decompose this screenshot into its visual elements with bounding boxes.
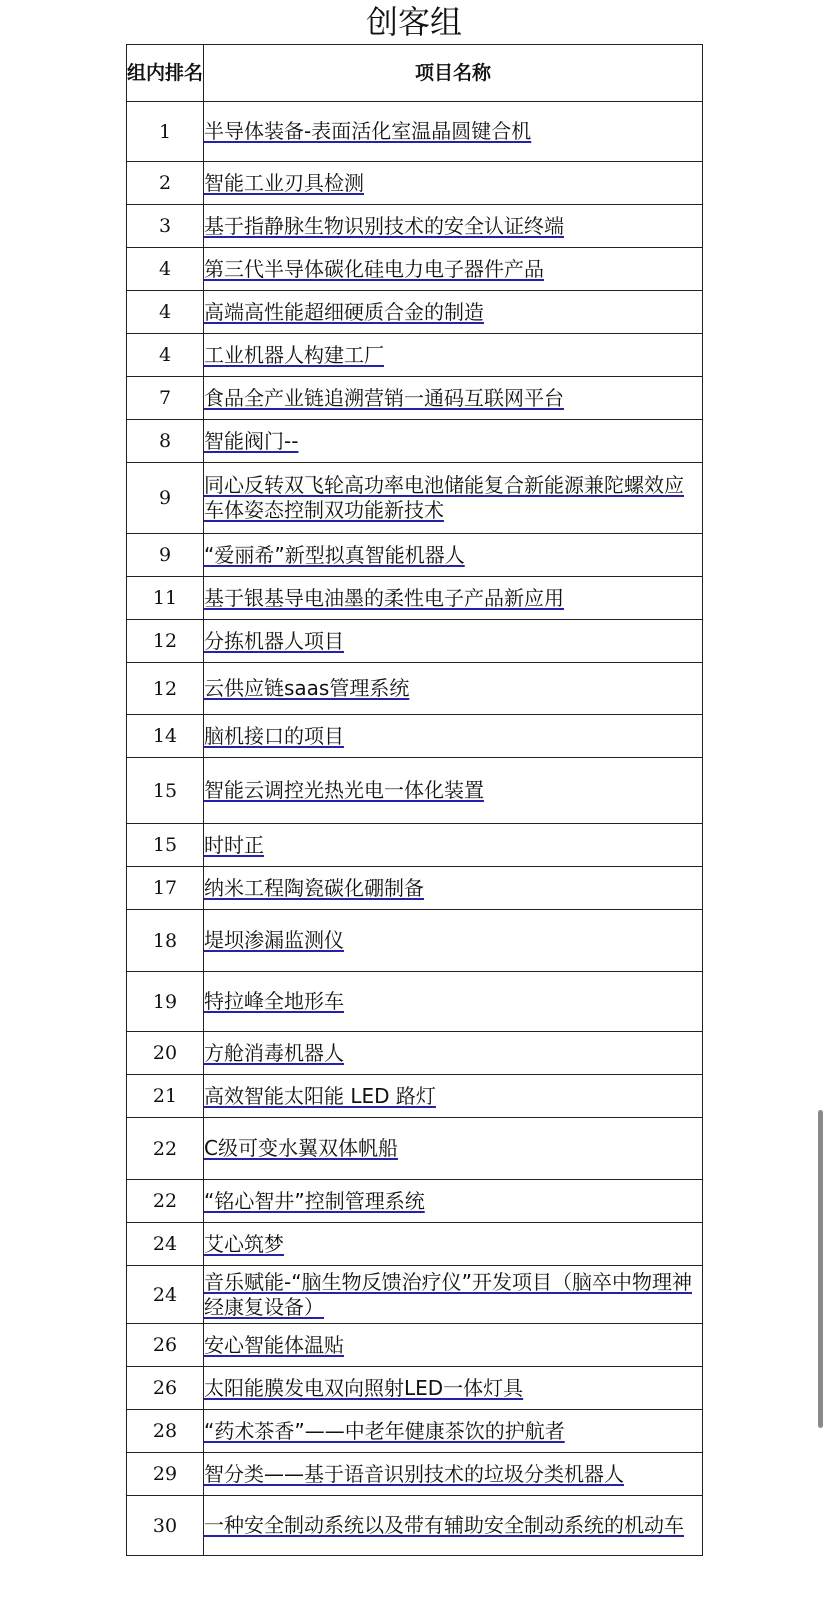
table-row bbox=[127, 620, 703, 663]
table-row bbox=[127, 1032, 703, 1075]
table-row bbox=[127, 1410, 703, 1453]
project-name-link[interactable]: 半导体装备-表面活化室温晶圆键合机 bbox=[204, 119, 532, 143]
project-name-cell bbox=[204, 1032, 703, 1075]
project-name-cell bbox=[204, 1367, 703, 1410]
project-name-link[interactable]: 特拉峰全地形车 bbox=[204, 989, 344, 1013]
name-column-header: 项目名称 bbox=[204, 45, 703, 102]
page-title: 创客组 bbox=[365, 3, 462, 41]
table-row bbox=[127, 663, 703, 715]
project-name-link[interactable]: 智能阀门-- bbox=[204, 428, 299, 453]
project-name-cell bbox=[204, 577, 703, 620]
project-name-cell bbox=[204, 205, 703, 248]
table-row bbox=[127, 1453, 703, 1496]
project-name-cell bbox=[204, 1266, 703, 1324]
project-name-cell bbox=[204, 663, 703, 715]
project-name-link[interactable]: “爱丽希”新型拟真智能机器人 bbox=[204, 542, 465, 567]
project-name-link[interactable]: 脑机接口的项目 bbox=[204, 723, 344, 748]
project-name-cell bbox=[204, 1410, 703, 1453]
rank-cell: 15 bbox=[127, 758, 204, 824]
table-row bbox=[127, 715, 703, 758]
rank-cell: 19 bbox=[127, 972, 204, 1032]
project-name-link[interactable]: “铭心智井”控制管理系统 bbox=[204, 1188, 425, 1213]
project-name-cell bbox=[204, 1496, 703, 1556]
project-name-link[interactable]: 艾心筑梦 bbox=[204, 1231, 284, 1256]
rank-cell: 4 bbox=[127, 291, 204, 334]
project-name-link[interactable]: 安心智能体温贴 bbox=[204, 1332, 344, 1357]
project-name-cell bbox=[204, 1075, 703, 1118]
table-row bbox=[127, 1180, 703, 1223]
project-name-link[interactable]: 高端高性能超细硬质合金的制造 bbox=[204, 299, 484, 324]
rank-cell: 9 bbox=[127, 534, 204, 577]
project-name-cell bbox=[204, 620, 703, 663]
rank-cell: 15 bbox=[127, 824, 204, 867]
rank-column-header: 组内排名 bbox=[127, 45, 204, 102]
rank-cell: 1 bbox=[127, 102, 204, 162]
table-row bbox=[127, 377, 703, 420]
project-name-cell bbox=[204, 162, 703, 205]
rank-cell: 18 bbox=[127, 910, 204, 972]
project-name-link[interactable]: 音乐赋能-“脑生物反馈治疗仪”开发项目（脑卒中物理神经康复设备） bbox=[204, 1269, 692, 1319]
rank-cell: 22 bbox=[127, 1118, 204, 1180]
table-row bbox=[127, 1223, 703, 1266]
project-name-cell bbox=[204, 534, 703, 577]
project-name-link[interactable]: 智能云调控光热光电一体化装置 bbox=[204, 778, 484, 802]
rank-cell: 24 bbox=[127, 1266, 204, 1324]
project-name-link[interactable]: 工业机器人构建工厂 bbox=[204, 342, 384, 367]
table-row bbox=[127, 162, 703, 205]
project-name-link[interactable]: 时时正 bbox=[204, 832, 264, 857]
rank-cell: 14 bbox=[127, 715, 204, 758]
rank-cell: 8 bbox=[127, 420, 204, 463]
rank-cell: 21 bbox=[127, 1075, 204, 1118]
project-name-link[interactable]: 云供应链saas管理系统 bbox=[204, 676, 410, 700]
table-row bbox=[127, 1118, 703, 1180]
table-row bbox=[127, 534, 703, 577]
project-name-cell bbox=[204, 420, 703, 463]
table-row bbox=[127, 1367, 703, 1410]
table-row bbox=[127, 291, 703, 334]
project-name-link[interactable]: 纳米工程陶瓷碳化硼制备 bbox=[204, 875, 424, 900]
project-name-link[interactable]: 智能工业刃具检测 bbox=[204, 170, 364, 195]
project-name-cell bbox=[204, 867, 703, 910]
project-name-cell bbox=[204, 972, 703, 1032]
table-row bbox=[127, 205, 703, 248]
scrollbar-thumb[interactable] bbox=[818, 1110, 823, 1428]
rank-cell: 2 bbox=[127, 162, 204, 205]
rank-cell: 4 bbox=[127, 248, 204, 291]
table-row bbox=[127, 420, 703, 463]
rank-cell: 17 bbox=[127, 867, 204, 910]
project-name-link[interactable]: 方舱消毒机器人 bbox=[204, 1040, 344, 1065]
table-header-row bbox=[127, 45, 703, 102]
project-name-cell bbox=[204, 291, 703, 334]
project-name-cell bbox=[204, 824, 703, 867]
project-name-link[interactable]: 分拣机器人项目 bbox=[204, 628, 344, 653]
rank-cell: 7 bbox=[127, 377, 204, 420]
table-row bbox=[127, 248, 703, 291]
rank-cell: 24 bbox=[127, 1223, 204, 1266]
project-name-cell bbox=[204, 715, 703, 758]
table-row bbox=[127, 824, 703, 867]
rank-cell: 30 bbox=[127, 1496, 204, 1556]
table-row bbox=[127, 577, 703, 620]
rank-cell: 12 bbox=[127, 663, 204, 715]
table-row bbox=[127, 1075, 703, 1118]
project-name-link[interactable]: 堤坝渗漏监测仪 bbox=[204, 928, 344, 952]
rank-cell: 4 bbox=[127, 334, 204, 377]
table-row bbox=[127, 867, 703, 910]
rank-cell: 3 bbox=[127, 205, 204, 248]
project-name-cell bbox=[204, 1180, 703, 1223]
table-row bbox=[127, 334, 703, 377]
project-name-link[interactable]: 同心反转双飞轮高功率电池储能复合新能源兼陀螺效应车体姿态控制双功能新技术 bbox=[204, 473, 684, 522]
table-row bbox=[127, 102, 703, 162]
table-row bbox=[127, 758, 703, 824]
project-name-cell bbox=[204, 463, 703, 534]
ranking-table bbox=[126, 44, 703, 1556]
project-name-link[interactable]: 高效智能太阳能 LED 路灯 bbox=[204, 1083, 436, 1108]
project-name-link[interactable]: 食品全产业链追溯营销一通码互联网平台 bbox=[204, 385, 564, 410]
rank-cell: 28 bbox=[127, 1410, 204, 1453]
project-name-link[interactable]: 一种安全制动系统以及带有辅助安全制动系统的机动车 bbox=[204, 1513, 684, 1537]
table-row bbox=[127, 1496, 703, 1556]
project-name-link[interactable]: 基于银基导电油墨的柔性电子产品新应用 bbox=[204, 585, 564, 610]
project-name-cell bbox=[204, 758, 703, 824]
rank-cell: 20 bbox=[127, 1032, 204, 1075]
table-row bbox=[127, 1266, 703, 1324]
project-name-cell bbox=[204, 1118, 703, 1180]
project-name-cell bbox=[204, 1223, 703, 1266]
project-name-link[interactable]: 太阳能膜发电双向照射LED一体灯具 bbox=[204, 1375, 524, 1400]
table-body bbox=[127, 102, 703, 1556]
table-row bbox=[127, 972, 703, 1032]
project-name-cell bbox=[204, 910, 703, 972]
project-name-cell bbox=[204, 334, 703, 377]
project-name-cell bbox=[204, 1324, 703, 1367]
rank-cell: 29 bbox=[127, 1453, 204, 1496]
rank-cell: 12 bbox=[127, 620, 204, 663]
project-name-link[interactable]: 基于指静脉生物识别技术的安全认证终端 bbox=[204, 213, 564, 238]
project-name-link[interactable]: C级可变水翼双体帆船 bbox=[204, 1136, 398, 1160]
project-name-cell bbox=[204, 248, 703, 291]
project-name-link[interactable]: 第三代半导体碳化硅电力电子器件产品 bbox=[204, 256, 544, 281]
rank-cell: 11 bbox=[127, 577, 204, 620]
rank-cell: 9 bbox=[127, 463, 204, 534]
rank-cell: 26 bbox=[127, 1367, 204, 1410]
table-row bbox=[127, 910, 703, 972]
project-name-cell bbox=[204, 377, 703, 420]
project-name-link[interactable]: 智分类——基于语音识别技术的垃圾分类机器人 bbox=[204, 1461, 624, 1486]
rank-cell: 22 bbox=[127, 1180, 204, 1223]
project-name-cell bbox=[204, 1453, 703, 1496]
table-row bbox=[127, 463, 703, 534]
rank-cell: 26 bbox=[127, 1324, 204, 1367]
table-row bbox=[127, 1324, 703, 1367]
project-name-cell bbox=[204, 102, 703, 162]
project-name-link[interactable]: “药术茶香”——中老年健康茶饮的护航者 bbox=[204, 1418, 565, 1443]
